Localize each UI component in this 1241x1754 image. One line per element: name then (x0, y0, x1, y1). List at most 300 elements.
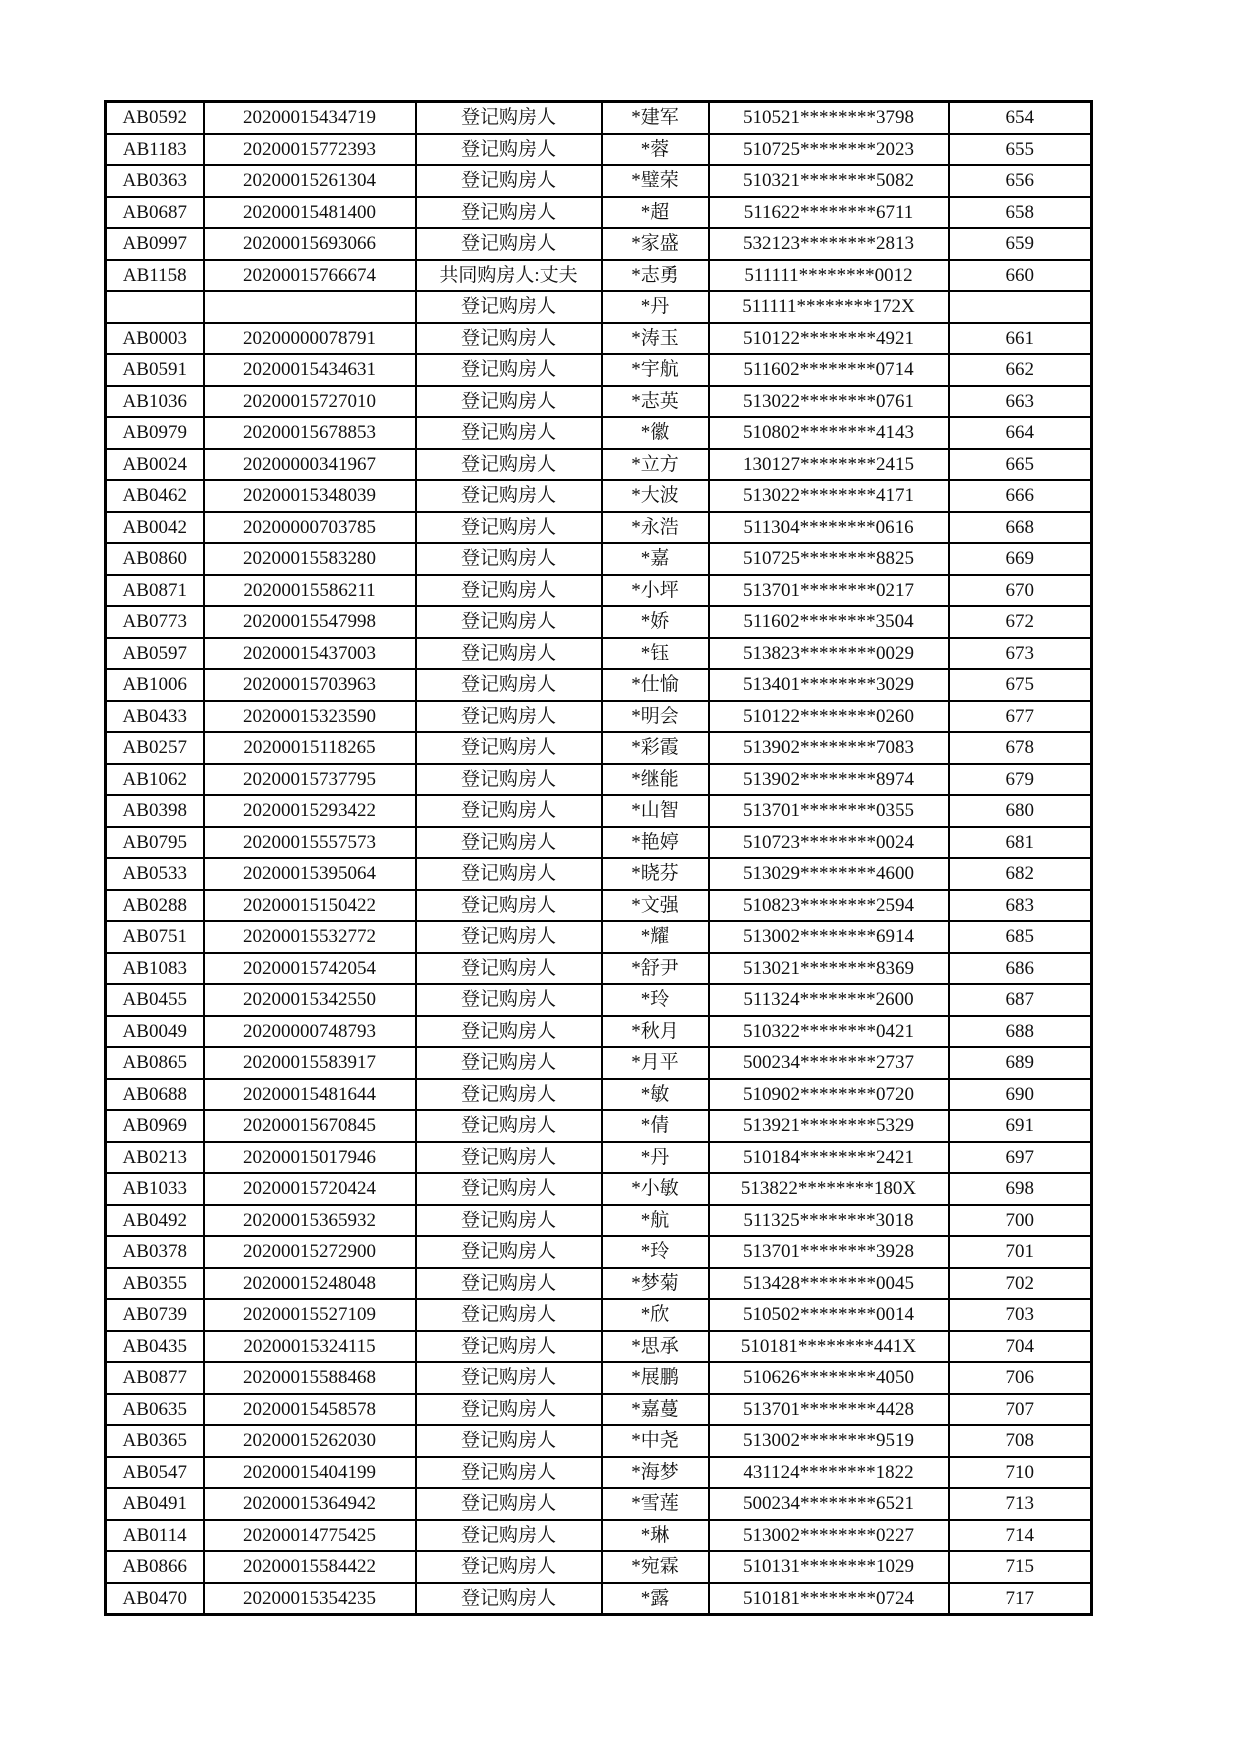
table-row (106, 102, 1092, 134)
cell-sequence: 659 (949, 228, 1092, 260)
cell-application-no: 20200015583280 (204, 543, 416, 575)
cell-buyer-type: 登记购房人 (416, 1457, 602, 1489)
cell-id-number: 510521********3798 (709, 102, 949, 134)
cell-id-number: 513701********0355 (709, 795, 949, 827)
cell-buyer-type: 登记购房人 (416, 575, 602, 607)
cell-code: AB0433 (106, 701, 204, 733)
cell-sequence: 704 (949, 1331, 1092, 1363)
cell-application-no: 20200015547998 (204, 606, 416, 638)
cell-sequence: 689 (949, 1047, 1092, 1079)
cell-sequence: 685 (949, 921, 1092, 953)
cell-code: AB0398 (106, 795, 204, 827)
cell-buyer-type: 登记购房人 (416, 1236, 602, 1268)
cell-code: AB0773 (106, 606, 204, 638)
cell-application-no: 20200015404199 (204, 1457, 416, 1489)
cell-sequence: 708 (949, 1425, 1092, 1457)
table-row (106, 1016, 1092, 1048)
cell-buyer-type: 登记购房人 (416, 795, 602, 827)
cell-application-no: 20200015261304 (204, 165, 416, 197)
cell-application-no: 20200015678853 (204, 417, 416, 449)
cell-id-number: 510725********2023 (709, 134, 949, 166)
cell-buyer-type: 登记购房人 (416, 480, 602, 512)
cell-application-no: 20200015693066 (204, 228, 416, 260)
cell-id-number: 510902********0720 (709, 1079, 949, 1111)
table-row (106, 480, 1092, 512)
cell-name: *中尧 (602, 1425, 709, 1457)
cell-name: *徽 (602, 417, 709, 449)
table-row (106, 260, 1092, 292)
cell-id-number: 513002********0227 (709, 1520, 949, 1552)
cell-sequence: 668 (949, 512, 1092, 544)
cell-name: *钰 (602, 638, 709, 670)
table-row (106, 291, 1092, 323)
cell-sequence: 662 (949, 354, 1092, 386)
table-row (106, 1173, 1092, 1205)
cell-sequence: 700 (949, 1205, 1092, 1237)
cell-id-number: 511304********0616 (709, 512, 949, 544)
table-row (106, 417, 1092, 449)
cell-id-number: 510502********0014 (709, 1299, 949, 1331)
cell-buyer-type: 登记购房人 (416, 701, 602, 733)
cell-name: *雪莲 (602, 1488, 709, 1520)
cell-application-no: 20200015670845 (204, 1110, 416, 1142)
cell-sequence: 710 (949, 1457, 1092, 1489)
cell-buyer-type: 登记购房人 (416, 102, 602, 134)
cell-application-no: 20200015365932 (204, 1205, 416, 1237)
table-row (106, 890, 1092, 922)
table-row (106, 1110, 1092, 1142)
cell-code: AB0378 (106, 1236, 204, 1268)
cell-code: AB0635 (106, 1394, 204, 1426)
table-row (106, 512, 1092, 544)
cell-id-number: 511111********0012 (709, 260, 949, 292)
cell-application-no: 20200014775425 (204, 1520, 416, 1552)
cell-code: AB0877 (106, 1362, 204, 1394)
cell-buyer-type: 登记购房人 (416, 354, 602, 386)
cell-sequence: 680 (949, 795, 1092, 827)
cell-code: AB1033 (106, 1173, 204, 1205)
cell-id-number: 510321********5082 (709, 165, 949, 197)
cell-sequence: 715 (949, 1551, 1092, 1583)
cell-buyer-type: 登记购房人 (416, 606, 602, 638)
cell-application-no: 20200015588468 (204, 1362, 416, 1394)
cell-name: *家盛 (602, 228, 709, 260)
cell-sequence: 681 (949, 827, 1092, 859)
cell-application-no: 20200015323590 (204, 701, 416, 733)
cell-application-no: 20200015737795 (204, 764, 416, 796)
cell-application-no: 20200015324115 (204, 1331, 416, 1363)
cell-code: AB0435 (106, 1331, 204, 1363)
cell-code: AB0213 (106, 1142, 204, 1174)
table-row (106, 449, 1092, 481)
cell-name: *大波 (602, 480, 709, 512)
cell-code: AB1062 (106, 764, 204, 796)
table-row (106, 764, 1092, 796)
cell-name: *明会 (602, 701, 709, 733)
cell-application-no: 20200015720424 (204, 1173, 416, 1205)
table-row (106, 1236, 1092, 1268)
cell-id-number: 511602********0714 (709, 354, 949, 386)
cell-name: *航 (602, 1205, 709, 1237)
cell-code: AB0979 (106, 417, 204, 449)
cell-code: AB0049 (106, 1016, 204, 1048)
cell-code: AB0687 (106, 197, 204, 229)
cell-application-no: 20200015364942 (204, 1488, 416, 1520)
cell-sequence: 713 (949, 1488, 1092, 1520)
cell-buyer-type: 登记购房人 (416, 764, 602, 796)
cell-application-no (204, 291, 416, 323)
table-row (106, 386, 1092, 418)
cell-id-number: 511324********2600 (709, 984, 949, 1016)
cell-code: AB0739 (106, 1299, 204, 1331)
cell-sequence: 682 (949, 858, 1092, 890)
cell-sequence: 706 (949, 1362, 1092, 1394)
cell-id-number: 513401********3029 (709, 669, 949, 701)
cell-id-number: 513428********0045 (709, 1268, 949, 1300)
cell-code: AB0969 (106, 1110, 204, 1142)
cell-application-no: 20200000703785 (204, 512, 416, 544)
cell-application-no: 20200015458578 (204, 1394, 416, 1426)
cell-name: *丹 (602, 1142, 709, 1174)
cell-id-number: 511602********3504 (709, 606, 949, 638)
cell-code: AB0533 (106, 858, 204, 890)
cell-sequence: 683 (949, 890, 1092, 922)
cell-name: *娇 (602, 606, 709, 638)
table-row (106, 575, 1092, 607)
cell-buyer-type: 登记购房人 (416, 1173, 602, 1205)
cell-name: *志英 (602, 386, 709, 418)
table-row (106, 669, 1092, 701)
cell-sequence: 661 (949, 323, 1092, 355)
table-row (106, 1268, 1092, 1300)
cell-application-no: 20200015434631 (204, 354, 416, 386)
cell-sequence: 677 (949, 701, 1092, 733)
cell-name: *文强 (602, 890, 709, 922)
cell-buyer-type: 登记购房人 (416, 638, 602, 670)
cell-code: AB0865 (106, 1047, 204, 1079)
cell-application-no: 20200015532772 (204, 921, 416, 953)
cell-code: AB0003 (106, 323, 204, 355)
cell-code: AB0355 (106, 1268, 204, 1300)
cell-id-number: 513022********4171 (709, 480, 949, 512)
cell-sequence: 702 (949, 1268, 1092, 1300)
cell-application-no: 20200015557573 (204, 827, 416, 859)
cell-name: *彩霞 (602, 732, 709, 764)
cell-sequence: 686 (949, 953, 1092, 985)
cell-name: *玲 (602, 1236, 709, 1268)
cell-application-no: 20200015766674 (204, 260, 416, 292)
cell-code: AB1183 (106, 134, 204, 166)
cell-application-no: 20200015434719 (204, 102, 416, 134)
cell-application-no: 20200015395064 (204, 858, 416, 890)
table-row (106, 1394, 1092, 1426)
cell-name: *宇航 (602, 354, 709, 386)
cell-buyer-type: 登记购房人 (416, 1142, 602, 1174)
table-row (106, 795, 1092, 827)
cell-name: *露 (602, 1583, 709, 1615)
cell-sequence: 687 (949, 984, 1092, 1016)
cell-name: *建军 (602, 102, 709, 134)
cell-buyer-type: 登记购房人 (416, 953, 602, 985)
table-row (106, 1488, 1092, 1520)
cell-application-no: 20200015527109 (204, 1299, 416, 1331)
cell-name: *欣 (602, 1299, 709, 1331)
cell-id-number: 510122********0260 (709, 701, 949, 733)
cell-code: AB0470 (106, 1583, 204, 1615)
table-row (106, 1079, 1092, 1111)
cell-id-number: 510181********0724 (709, 1583, 949, 1615)
cell-code: AB0997 (106, 228, 204, 260)
cell-buyer-type: 登记购房人 (416, 827, 602, 859)
cell-id-number: 500234********6521 (709, 1488, 949, 1520)
cell-buyer-type: 登记购房人 (416, 858, 602, 890)
cell-id-number: 513022********0761 (709, 386, 949, 418)
cell-id-number: 513823********0029 (709, 638, 949, 670)
cell-application-no: 20200015293422 (204, 795, 416, 827)
cell-sequence: 655 (949, 134, 1092, 166)
cell-application-no: 20200015262030 (204, 1425, 416, 1457)
cell-buyer-type: 登记购房人 (416, 1362, 602, 1394)
cell-sequence: 679 (949, 764, 1092, 796)
cell-buyer-type: 登记购房人 (416, 1425, 602, 1457)
cell-application-no: 20200015348039 (204, 480, 416, 512)
cell-name: *艳婷 (602, 827, 709, 859)
table-row (106, 732, 1092, 764)
cell-name: *立方 (602, 449, 709, 481)
cell-name: *宛霖 (602, 1551, 709, 1583)
cell-buyer-type: 登记购房人 (416, 890, 602, 922)
cell-code: AB1083 (106, 953, 204, 985)
table-row (106, 858, 1092, 890)
cell-sequence: 670 (949, 575, 1092, 607)
cell-sequence: 675 (949, 669, 1092, 701)
cell-id-number: 510184********2421 (709, 1142, 949, 1174)
cell-name: *蓉 (602, 134, 709, 166)
cell-buyer-type: 登记购房人 (416, 134, 602, 166)
cell-id-number: 513002********6914 (709, 921, 949, 953)
cell-id-number: 513902********8974 (709, 764, 949, 796)
cell-name: *璧荣 (602, 165, 709, 197)
cell-name: *玲 (602, 984, 709, 1016)
table-row (106, 1425, 1092, 1457)
cell-application-no: 20200015703963 (204, 669, 416, 701)
cell-name: *展鹏 (602, 1362, 709, 1394)
cell-name: *秋月 (602, 1016, 709, 1048)
cell-id-number: 510723********0024 (709, 827, 949, 859)
cell-code: AB0871 (106, 575, 204, 607)
cell-application-no: 20200015437003 (204, 638, 416, 670)
cell-buyer-type: 登记购房人 (416, 512, 602, 544)
cell-code: AB0860 (106, 543, 204, 575)
cell-sequence: 690 (949, 1079, 1092, 1111)
cell-name: *晓芬 (602, 858, 709, 890)
cell-code: AB0751 (106, 921, 204, 953)
table-row (106, 165, 1092, 197)
cell-sequence: 688 (949, 1016, 1092, 1048)
table-row (106, 1299, 1092, 1331)
cell-sequence: 663 (949, 386, 1092, 418)
cell-buyer-type: 登记购房人 (416, 1551, 602, 1583)
cell-buyer-type: 登记购房人 (416, 449, 602, 481)
table-row (106, 228, 1092, 260)
cell-id-number: 510322********0421 (709, 1016, 949, 1048)
table-row (106, 197, 1092, 229)
cell-buyer-type: 登记购房人 (416, 197, 602, 229)
table-row (106, 1362, 1092, 1394)
table-row (106, 953, 1092, 985)
cell-sequence: 656 (949, 165, 1092, 197)
cell-buyer-type: 登记购房人 (416, 1016, 602, 1048)
cell-code: AB0491 (106, 1488, 204, 1520)
cell-buyer-type: 登记购房人 (416, 732, 602, 764)
cell-code: AB0591 (106, 354, 204, 386)
table-row (106, 638, 1092, 670)
cell-name: *仕愉 (602, 669, 709, 701)
cell-name: *梦菊 (602, 1268, 709, 1300)
cell-id-number: 510823********2594 (709, 890, 949, 922)
cell-name: *耀 (602, 921, 709, 953)
cell-code: AB0288 (106, 890, 204, 922)
cell-id-number: 431124********1822 (709, 1457, 949, 1489)
cell-code: AB0592 (106, 102, 204, 134)
table-row (106, 1520, 1092, 1552)
cell-sequence: 714 (949, 1520, 1092, 1552)
cell-sequence: 697 (949, 1142, 1092, 1174)
cell-buyer-type: 登记购房人 (416, 1394, 602, 1426)
cell-application-no: 20200015586211 (204, 575, 416, 607)
table-body (106, 102, 1092, 1615)
cell-application-no: 20200015118265 (204, 732, 416, 764)
cell-id-number: 510122********4921 (709, 323, 949, 355)
cell-buyer-type: 登记购房人 (416, 1110, 602, 1142)
cell-code: AB0363 (106, 165, 204, 197)
cell-buyer-type: 登记购房人 (416, 1079, 602, 1111)
cell-buyer-type: 登记购房人 (416, 165, 602, 197)
cell-name: *山智 (602, 795, 709, 827)
cell-name: *思承 (602, 1331, 709, 1363)
cell-buyer-type: 登记购房人 (416, 1268, 602, 1300)
cell-id-number: 511111********172X (709, 291, 949, 323)
cell-sequence: 658 (949, 197, 1092, 229)
cell-application-no: 20200015272900 (204, 1236, 416, 1268)
cell-buyer-type: 登记购房人 (416, 1520, 602, 1552)
cell-name: *永浩 (602, 512, 709, 544)
table-row (106, 606, 1092, 638)
cell-buyer-type: 共同购房人:丈夫 (416, 260, 602, 292)
cell-code: AB0597 (106, 638, 204, 670)
cell-buyer-type: 登记购房人 (416, 543, 602, 575)
cell-sequence: 717 (949, 1583, 1092, 1615)
cell-name: *敏 (602, 1079, 709, 1111)
cell-buyer-type: 登记购房人 (416, 291, 602, 323)
cell-code: AB1158 (106, 260, 204, 292)
cell-code: AB0455 (106, 984, 204, 1016)
table-row (106, 1047, 1092, 1079)
cell-sequence: 665 (949, 449, 1092, 481)
cell-name: *倩 (602, 1110, 709, 1142)
cell-id-number: 513701********4428 (709, 1394, 949, 1426)
cell-sequence: 678 (949, 732, 1092, 764)
cell-id-number: 510802********4143 (709, 417, 949, 449)
cell-code: AB1006 (106, 669, 204, 701)
cell-sequence: 672 (949, 606, 1092, 638)
cell-sequence: 660 (949, 260, 1092, 292)
cell-id-number: 513021********8369 (709, 953, 949, 985)
cell-buyer-type: 登记购房人 (416, 228, 602, 260)
cell-code: AB1036 (106, 386, 204, 418)
cell-name: *嘉蔓 (602, 1394, 709, 1426)
cell-name: *琳 (602, 1520, 709, 1552)
cell-id-number: 510131********1029 (709, 1551, 949, 1583)
cell-sequence: 707 (949, 1394, 1092, 1426)
cell-name: *涛玉 (602, 323, 709, 355)
cell-buyer-type: 登记购房人 (416, 984, 602, 1016)
cell-buyer-type: 登记购房人 (416, 669, 602, 701)
cell-application-no: 20200015742054 (204, 953, 416, 985)
cell-application-no: 20200015583917 (204, 1047, 416, 1079)
cell-sequence: 669 (949, 543, 1092, 575)
cell-application-no: 20200000078791 (204, 323, 416, 355)
cell-code: AB0042 (106, 512, 204, 544)
cell-id-number: 513002********9519 (709, 1425, 949, 1457)
cell-buyer-type: 登记购房人 (416, 1583, 602, 1615)
cell-name: *海梦 (602, 1457, 709, 1489)
table-row (106, 354, 1092, 386)
cell-application-no: 20200015481400 (204, 197, 416, 229)
cell-name: *舒尹 (602, 953, 709, 985)
table-row (106, 701, 1092, 733)
cell-application-no: 20200015481644 (204, 1079, 416, 1111)
cell-name: *嘉 (602, 543, 709, 575)
table-row (106, 323, 1092, 355)
cell-name: *小敏 (602, 1173, 709, 1205)
cell-id-number: 513029********4600 (709, 858, 949, 890)
table-row (106, 827, 1092, 859)
cell-buyer-type: 登记购房人 (416, 1047, 602, 1079)
table-row (106, 1457, 1092, 1489)
table-row (106, 984, 1092, 1016)
cell-application-no: 20200015727010 (204, 386, 416, 418)
cell-application-no: 20200000748793 (204, 1016, 416, 1048)
cell-sequence: 664 (949, 417, 1092, 449)
table-row (106, 1583, 1092, 1615)
cell-id-number: 511325********3018 (709, 1205, 949, 1237)
cell-buyer-type: 登记购房人 (416, 1299, 602, 1331)
cell-buyer-type: 登记购房人 (416, 921, 602, 953)
cell-id-number: 513701********3928 (709, 1236, 949, 1268)
cell-id-number: 513701********0217 (709, 575, 949, 607)
cell-sequence: 673 (949, 638, 1092, 670)
cell-id-number: 513822********180X (709, 1173, 949, 1205)
table-row (106, 1205, 1092, 1237)
cell-buyer-type: 登记购房人 (416, 323, 602, 355)
cell-application-no: 20200015354235 (204, 1583, 416, 1615)
cell-code: AB0462 (106, 480, 204, 512)
cell-buyer-type: 登记购房人 (416, 386, 602, 418)
cell-name: *志勇 (602, 260, 709, 292)
cell-code: AB0547 (106, 1457, 204, 1489)
cell-code: AB0114 (106, 1520, 204, 1552)
cell-name: *月平 (602, 1047, 709, 1079)
cell-buyer-type: 登记购房人 (416, 417, 602, 449)
cell-id-number: 500234********2737 (709, 1047, 949, 1079)
cell-code: AB0024 (106, 449, 204, 481)
cell-sequence: 666 (949, 480, 1092, 512)
cell-sequence: 654 (949, 102, 1092, 134)
cell-sequence: 691 (949, 1110, 1092, 1142)
table-row (106, 1551, 1092, 1583)
cell-application-no: 20200015342550 (204, 984, 416, 1016)
